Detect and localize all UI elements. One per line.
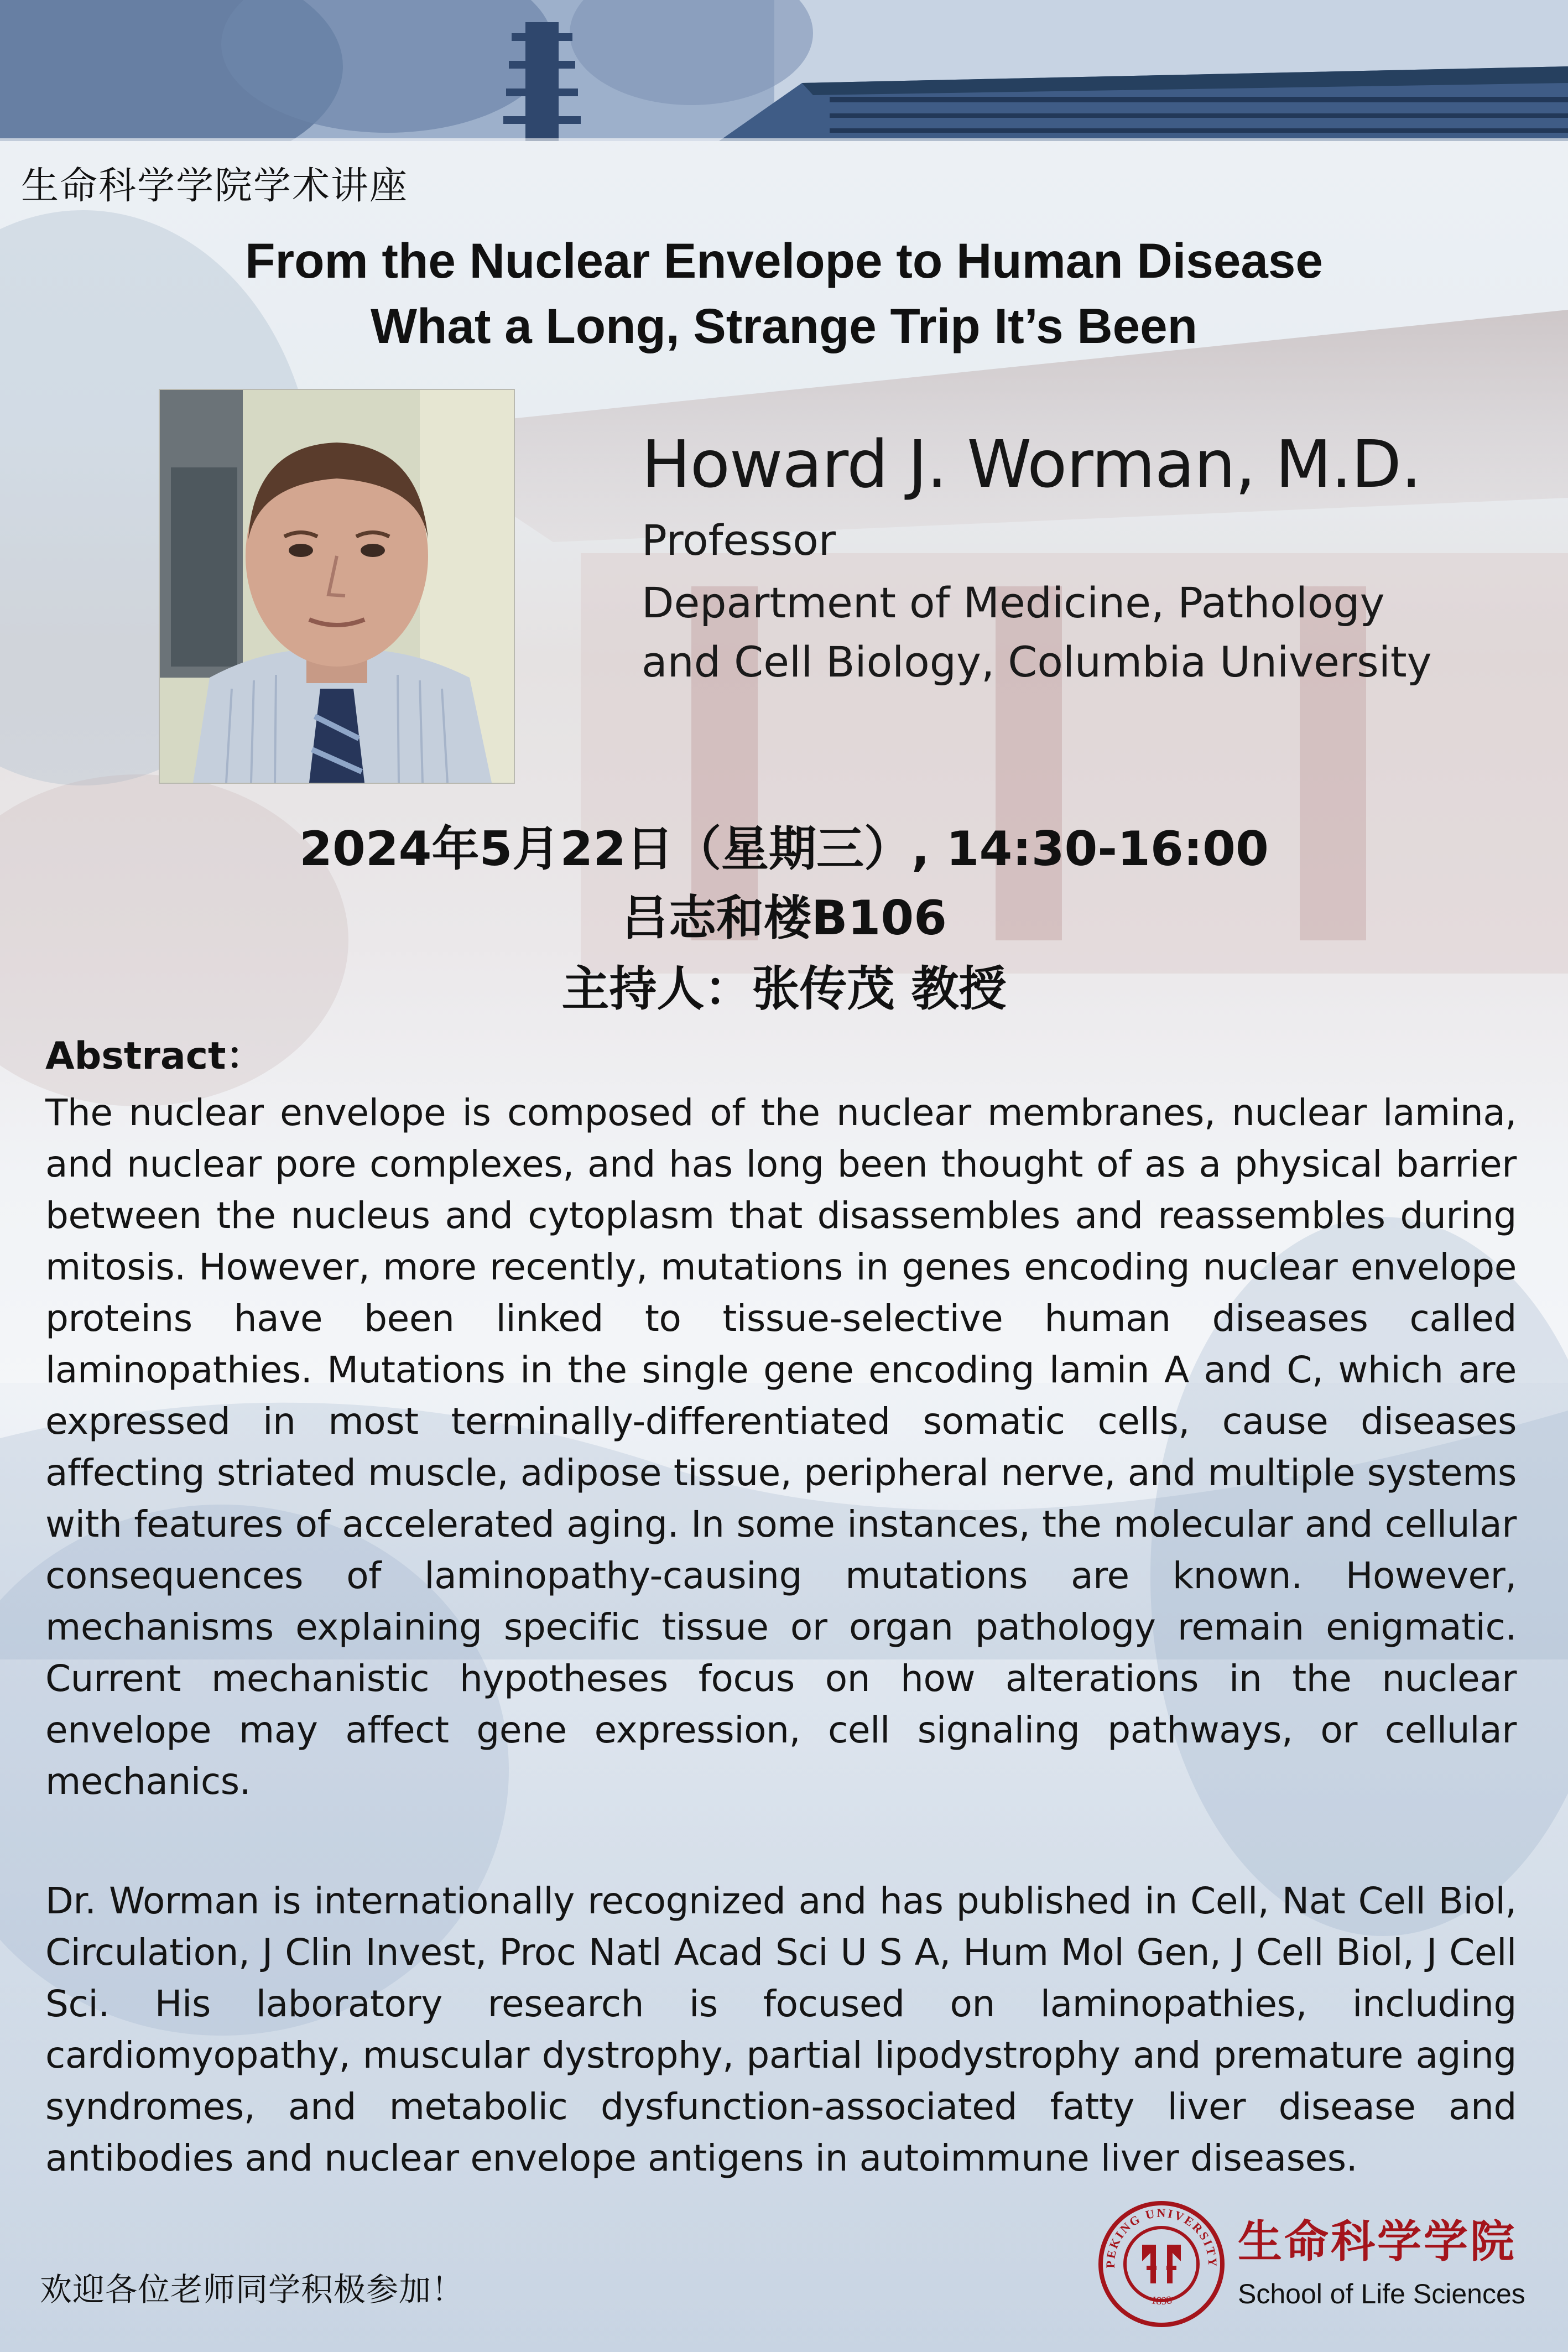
- school-name-english: School of Life Sciences: [1238, 2278, 1525, 2309]
- top-banner-image: [0, 0, 1568, 141]
- seal-arc-text: PEKING UNIVERSITY: [1103, 2205, 1220, 2268]
- seal-year: 1898: [1150, 2293, 1173, 2308]
- talk-title-line-2: What a Long, Strange Trip It’s Been: [370, 298, 1197, 353]
- talk-title-line-1: From the Nuclear Envelope to Human Disease: [245, 233, 1323, 288]
- speaker-position: Professor: [642, 516, 836, 565]
- speaker-name: Howard J. Worman, M.D.: [642, 426, 1421, 502]
- peking-university-seal-icon: [1098, 2200, 1225, 2328]
- speaker-photo: [159, 389, 515, 784]
- svg-text:1898: [1150, 2294, 1173, 2307]
- speaker-affiliation-line-2: and Cell Biology, Columbia University: [642, 637, 1432, 686]
- abstract-heading: Abstract：: [45, 1034, 264, 1078]
- speaker-bio-paragraph: Dr. Worman is internationally recognized and has published in Cell, Nat Cell Biol, Circulation, J Clin Invest, Proc Natl Acad Sci U S A, Hum Mol Gen, J Cell Biol, J Cell Sci. His laboratory research is focused on laminopathies, including cardiomyopathy, muscular dystrophy, partial lipodystrophy and premature aging syndromes, and metabolic dysfunction-associated fatty liver disease and antibodies and nuclear envelope antigens in autoimmune liver diseases.: [45, 1880, 1517, 2179]
- lecture-series-label: 生命科学学院学术讲座: [21, 164, 409, 208]
- speaker-portrait-image: [160, 390, 514, 783]
- event-datetime: 2024年5月22日（星期三）, 14:30-16:00: [299, 821, 1269, 877]
- speaker-affiliation-line-1: Department of Medicine, Pathology: [642, 578, 1385, 627]
- school-name-chinese: 生命科学学院: [1238, 2216, 1517, 2267]
- event-venue: 吕志和楼B106: [621, 891, 947, 946]
- abstract-paragraph: The nuclear envelope is composed of the nuclear membranes, nuclear lamina, and nuclear pore complexes, and has long been thought of as a physical barrier between the nucleus and cytoplasm that disassembles and reassembles during mitosis. However, more recently, mutations in genes encoding nuclear envelope proteins have been linked to tissue-selective human diseases called laminopathies. Mutations in the single gene encoding lamin A and C, which are expressed in most terminally-differentiated somatic cells, cause diseases affecting striated muscle, adipose tissue, peripheral nerve, and multiple systems with features of accelerated aging. In some instances, the molecular and cellular consequences of laminopathy-causing mutations are known. However, mechanisms explaining specific tissue or organ pathology remain enigmatic. Current mechanistic hypotheses focus on how alterations in the nuclear envelope may affect gene expression, cell signaling pathways, or cellular mechanics.: [45, 1091, 1517, 1803]
- svg-text:PEKING UNIVERSITY: [1103, 2206, 1220, 2268]
- closing-invitation: 欢迎各位老师同学积极参加！: [40, 2271, 465, 2308]
- event-host: 主持人：张传茂 教授: [561, 961, 1007, 1017]
